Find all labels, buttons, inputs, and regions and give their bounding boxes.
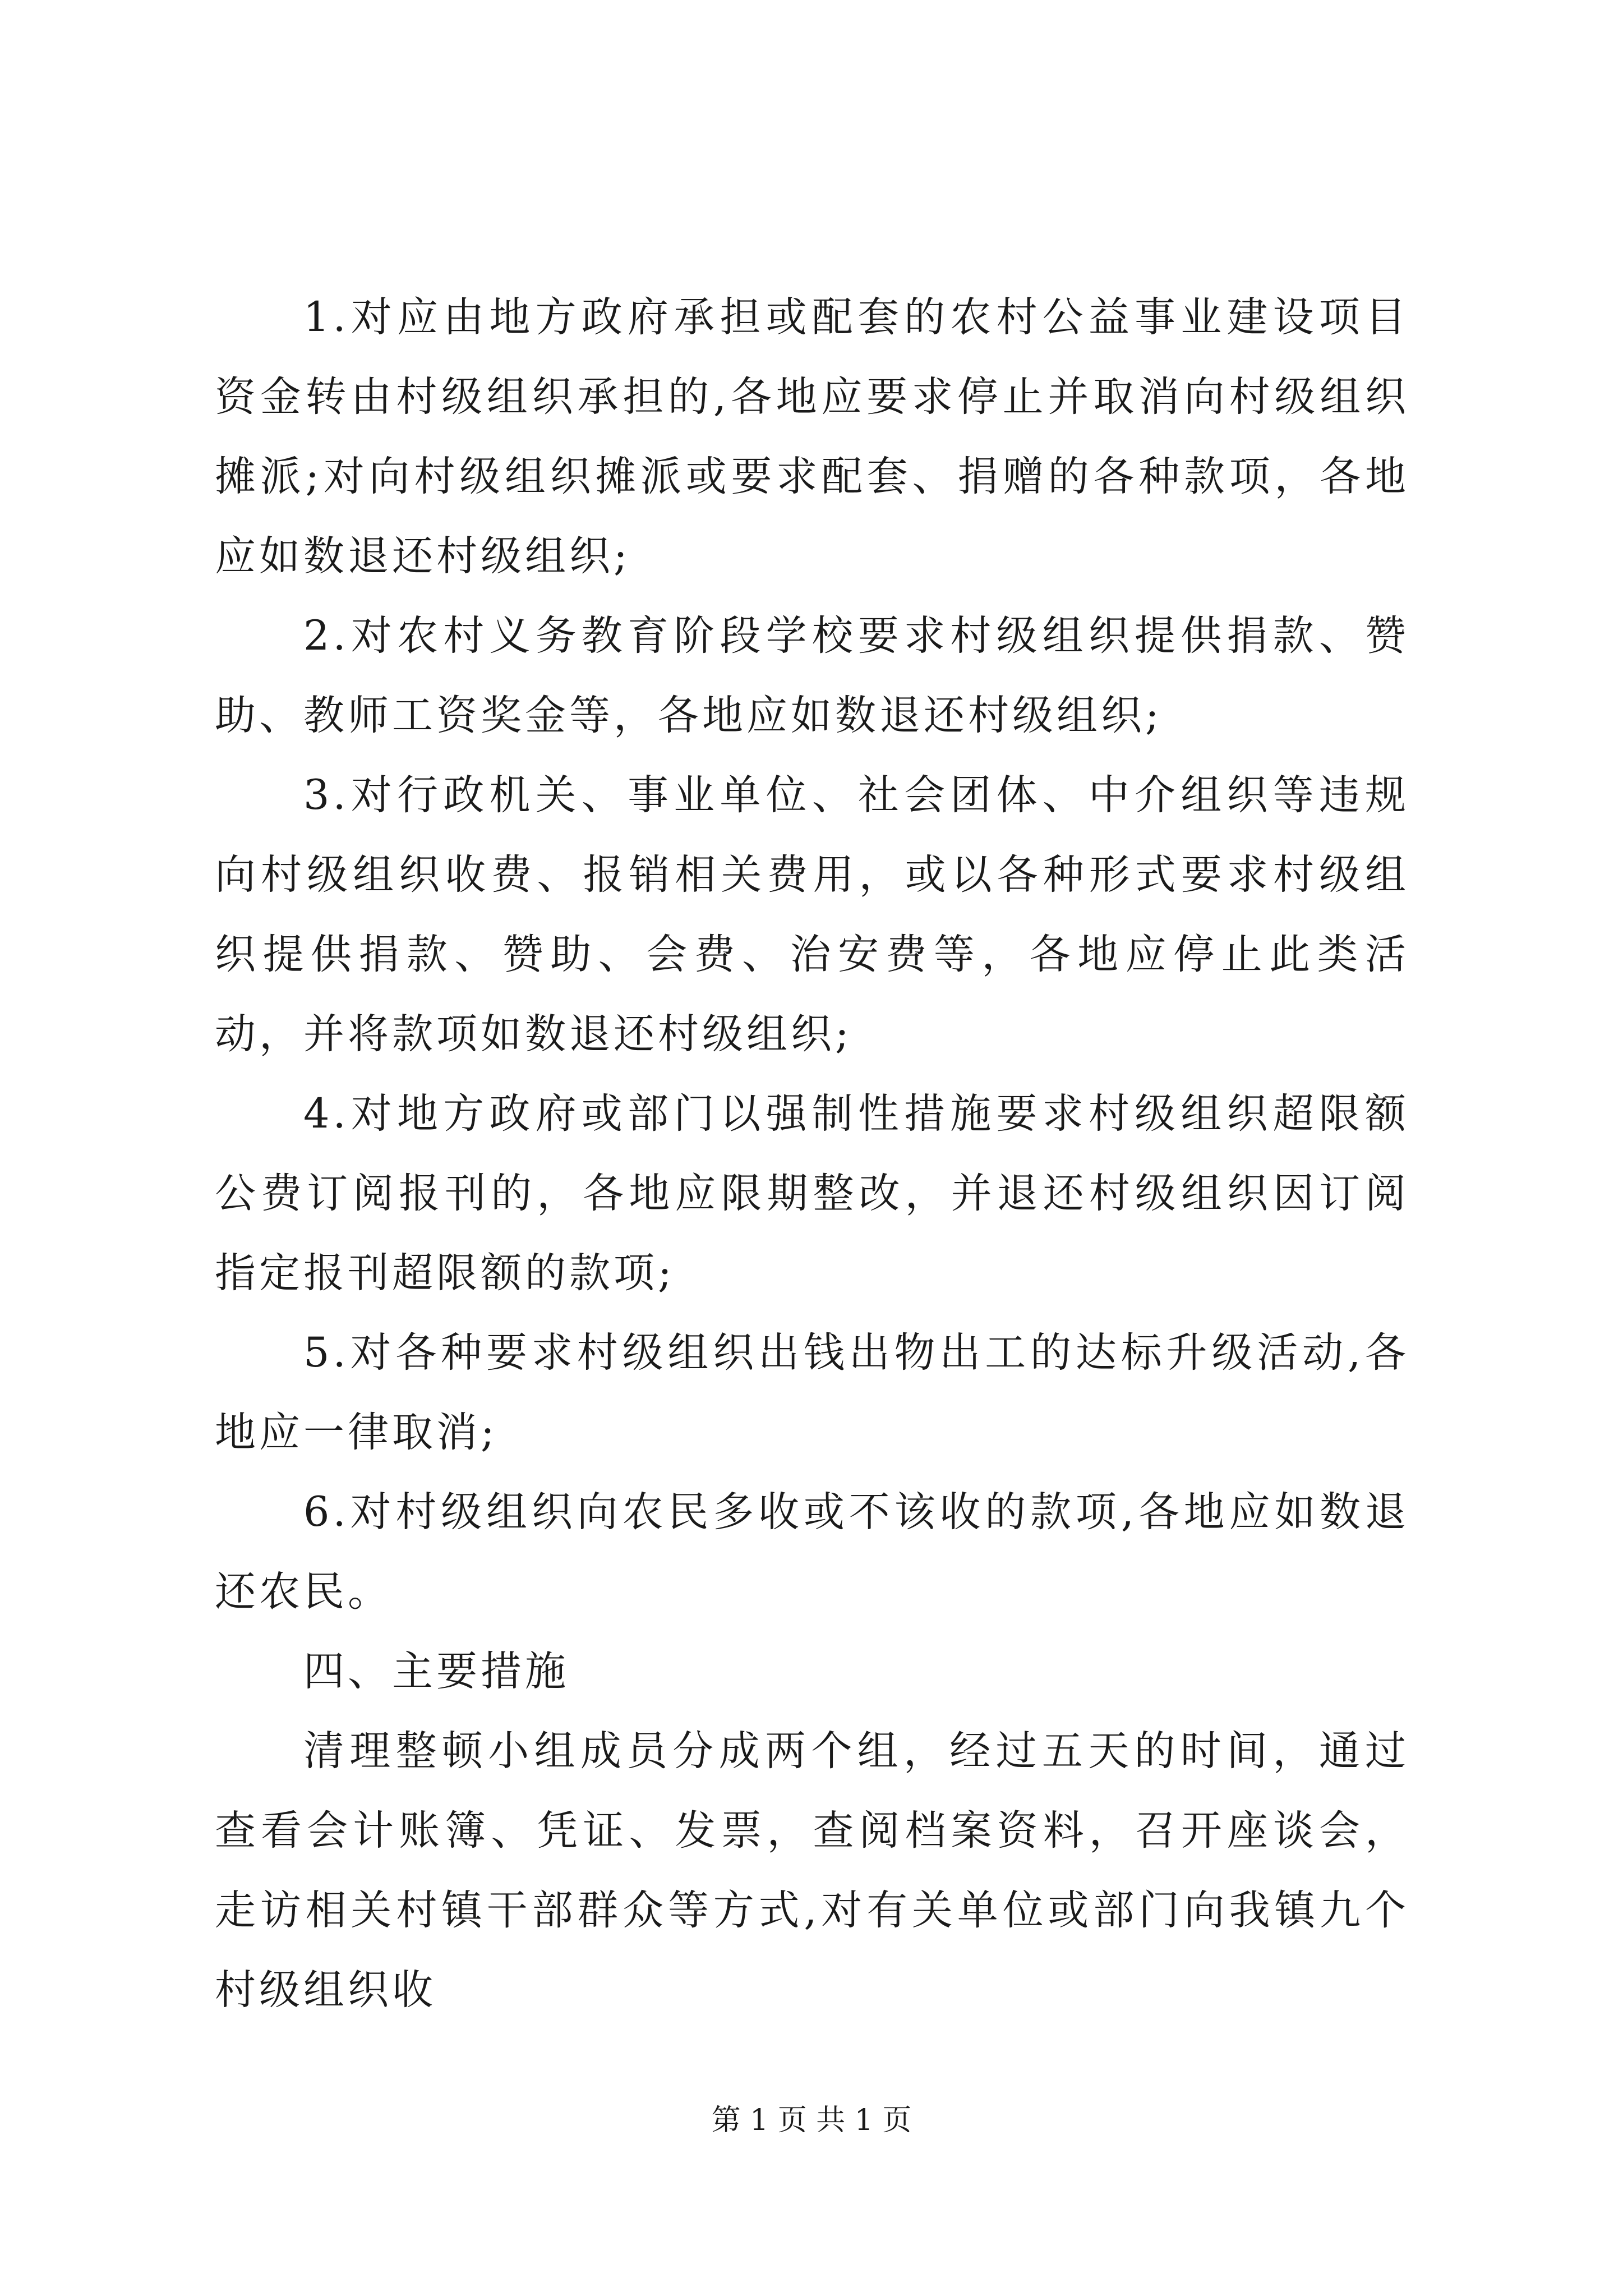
paragraph-measures: 清理整顿小组成员分成两个组，经过五天的时间，通过查看会计账簿、凭证、发票，查阅档案资料，召开座谈会，走访相关村镇干部群众等方式,对有关单位或部门向我镇九个村级组织收 [215,1727,1409,2014]
section-heading: 四、主要措施 [303,1648,569,1695]
paragraph-item-1: 1.对应由地方政府承担或配套的农村公益事业建设项目资金转由村级组织承担的,各地应要求停止并取消向村级组织摊派;对向村级组织摊派或要求配套、捐赠的各种款项，各地应如数退还村级组织; [215,293,1409,580]
paragraph-item-2: 2.对农村义务教育阶段学校要求村级组织提供捐款、赞助、教师工资奖金等，各地应如数退还村级组织; [215,612,1409,739]
paragraph-item-5: 5.对各种要求村级组织出钱出物出工的达标升级活动,各地应一律取消; [215,1329,1409,1456]
paragraph-item-3: 3.对行政机关、事业单位、社会团体、中介组织等违规向村级组织收费、报销相关费用，或以各种形式要求村级组织提供捐款、赞助、会费、治安费等，各地应停止此类活动，并将款项如数退还村级组织; [215,771,1409,1058]
document-body [215,278,1409,2030]
paragraph-item-4: 4.对地方政府或部门以强制性措施要求村级组织超限额公费订阅报刊的，各地应限期整改，并退还村级组织因订阅指定报刊超限额的款项; [215,1090,1409,1297]
page-footer: 第 1 页 共 1 页 [711,2104,912,2137]
paragraph-item-6: 6.对村级组织向农民多收或不该收的款项,各地应如数退还农民。 [215,1488,1409,1616]
